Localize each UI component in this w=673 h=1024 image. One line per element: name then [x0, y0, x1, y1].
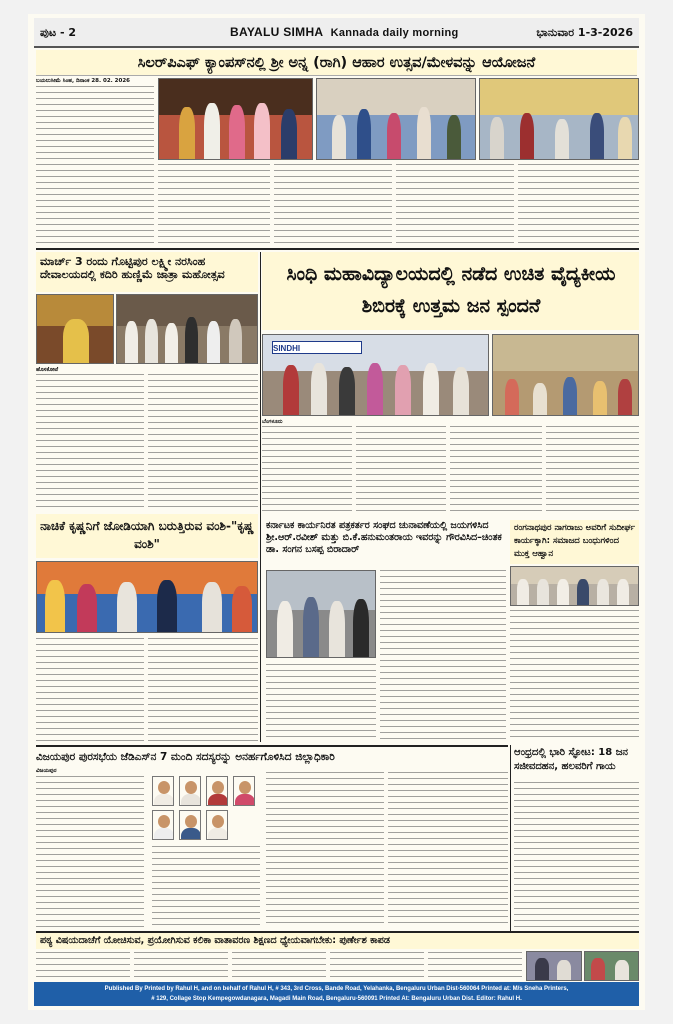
photo-millet-stage — [158, 78, 313, 160]
article-text-millet-col3 — [274, 164, 392, 244]
article-text-medical-col3 — [450, 426, 542, 516]
member-photo-6 — [179, 810, 201, 840]
article-text-vijayapura-col2 — [152, 846, 260, 928]
headline-nagaraju: ರಂಗನಾಥಪುರ ನಾಗರಾಜು ಅವರಿಗೆ ಸುದೀರ್ಘ ಕಾರ್ಯಕ್ಕಾಗಿ: ಸಮಾಜದ ಬಂಧುಗಳಿಂದ ಮುಕ್ತ ಆಹ್ವಾನ — [514, 523, 636, 559]
article-text-vijayapura-col1 — [36, 776, 144, 928]
article-text-millet-col1 — [36, 86, 154, 244]
member-photo-4 — [233, 776, 255, 806]
article-text-vijayapura-col3 — [266, 772, 384, 928]
imprint-line-2: # 129, Collage Stop Kempegowdanagara, Magadi Main Road, Bengaluru-560091 Printed At: Bengaluru Urban Dist. Editor: Rahul H. — [151, 996, 522, 1002]
headline-medical-camp: ಸಿಂಧಿ ಮಹಾವಿದ್ಯಾಲಯದಲ್ಲಿ ನಡೆದ ಉಚಿತ ವೈದ್ಯಕೀಯ ಶಿಬಿರಕ್ಕೆ ಉತ್ತಮ ಜನ ಸ್ಪಂದನೆ — [286, 263, 616, 317]
article-text-education-col4 — [330, 952, 424, 980]
member-photo-3 — [206, 776, 228, 806]
article-text-medical-col2 — [356, 426, 446, 516]
article-text-education-col1 — [36, 952, 130, 980]
byline-millet: ಬಯಲುಸೀಮೆ ಸಿಂಹ, ದಿನಾಂಕ 28. 02. 2026 — [36, 78, 130, 84]
article-text-medical-col1 — [262, 426, 352, 516]
headline-journalists: ಕರ್ನಾಟಕ ಕಾರ್ಯನಿರತ ಪತ್ರಕರ್ತರ ಸಂಘದ ಚುನಾವಣೆಯಲ್ಲಿ ಜಯಗಳಿಸಿದ ಶ್ರೀ.ಆರ್.ರವೀಶ್ ಮತ್ತು ಬಿ.ಕೆ.ಹನುಮಂತರಾಯ ಇವರನ್ನು ಗೌರವಿಸಿದ–ಚಿಂತಕ ಡಾ. ಸಂಗನ ಬಸಪ್ಪ ಬಿರಾದಾರ್ — [266, 520, 502, 555]
article-text-education-col5 — [428, 952, 522, 980]
article-text-medical-col4 — [546, 426, 639, 516]
masthead — [230, 25, 459, 39]
masthead-title: BAYALU SIMHA — [230, 25, 323, 39]
article-text-millet-col2 — [158, 164, 270, 244]
article-text-vijayapura-col4 — [388, 772, 508, 928]
photo-journalists-felicitation — [266, 570, 376, 658]
article-text-millet-col5 — [518, 164, 639, 244]
article-text-krishna-col1 — [36, 638, 144, 742]
column-divider — [510, 745, 511, 931]
divider — [36, 248, 639, 250]
article-text-jatre-col1 — [36, 374, 144, 508]
article-text-nagaraju — [510, 610, 639, 742]
article-text-education-col3 — [232, 952, 326, 980]
photo-krishna-vamshi-film — [36, 561, 258, 633]
newspaper-page — [28, 14, 645, 1010]
article-text-andhra-blast — [514, 782, 639, 928]
photo-millet-crowd — [479, 78, 639, 160]
article-text-krishna-col2 — [148, 638, 258, 742]
headline-krishna-vamshi: ನಾಚಿಕೆ ಕೃಷ್ಣನಿಗೆ ಜೋಡಿಯಾಗಿ ಬರುತ್ತಿರುವ ವಂಶಿ-"ಕೃಷ್ಣ ವಂಶಿ" — [40, 519, 254, 551]
article-text-journalists-col1 — [266, 664, 376, 742]
member-photo-7 — [206, 810, 228, 840]
page-header — [34, 18, 639, 48]
byline-jatre: ಹೊಸಕೋಟೆ — [36, 367, 59, 373]
byline-vijayapura: ವಿಜಯಪುರ — [36, 768, 57, 774]
imprint-line-1: Published By Printed by Rahul H, and on behalf of Rahul H, # 343, 3rd Cross, Bande Road, Yelahanka, Bengaluru Urban Dist-560064 Printed at: M/s Sneha Printers, — [104, 986, 569, 992]
photo-temple-deity — [36, 294, 114, 364]
headline-millet-festival: ಸಿಲರ್‌ಪಿಎಫ್ ಕ್ಯಾಂಪಸ್‌ನಲ್ಲಿ ಶ್ರೀ ಅನ್ನ (ರಾಗಿ) ಆಹಾರ ಉತ್ಸವ/ಮೇಳವನ್ನು ಆಯೋಜನೆ — [36, 50, 637, 76]
byline-medical: ಬೆಂಗಳೂರು — [262, 419, 283, 425]
article-text-education-col2 — [134, 952, 228, 980]
headline-education: ಪಠ್ಯ ವಿಷಯದಾಚೆಗೆ ಯೋಚಿಸುವ, ಪ್ರಯೋಗಿಸುವ ಕಲಿಕಾ ವಾತಾವರಣ ಶಿಕ್ಷಣದ ಧ್ಯೇಯವಾಗಬೇಕು: ಪುರ್ಣೇಶ ಕಾಪಡ — [40, 935, 390, 946]
imprint-footer — [34, 982, 639, 1006]
divider — [36, 745, 508, 747]
issue-date: ಭಾನುವಾರ 1-3-2026 — [536, 26, 633, 39]
member-photo-1 — [152, 776, 174, 806]
article-text-jatre-col2 — [148, 374, 258, 508]
photo-nagaraju-group — [510, 566, 639, 606]
event-banner-text: SINDHI — [273, 344, 301, 353]
photo-temple-committee — [116, 294, 258, 364]
member-photo-5 — [152, 810, 174, 840]
headline-jatre: ಮಾರ್ಚ್ 3 ರಂದು ಗೊಟ್ಟಿಪುರ ಲಕ್ಷ್ಮೀ ನರಸಿಂಹ ದೇವಾಲಯದಲ್ಲಿ ಕದಿರಿ ಹುಣ್ಣಿಮೆ ಜಾತ್ರಾ ಮಹೋತ್ಸವ — [40, 255, 225, 281]
photo-education-2 — [584, 951, 639, 981]
page-number: ಪುಟ - 2 — [40, 26, 77, 39]
photo-medical-camp-hall — [492, 334, 639, 416]
photo-medical-camp-group — [262, 334, 489, 416]
column-divider — [260, 252, 261, 742]
photo-millet-hall — [316, 78, 476, 160]
article-text-millet-col4 — [396, 164, 514, 244]
headline-vijayapura: ವಿಜಯಪುರ ಪುರಸಭೆಯ ಜೆಡಿಎಸ್‌ನ 7 ಮಂದಿ ಸದಸ್ಯರನ್ನು ಅನರ್ಹಗೊಳಿಸಿದ ಜಿಲ್ಲಾಧಿಕಾರಿ — [36, 751, 335, 763]
masthead-edition: Kannada daily morning — [330, 27, 459, 39]
member-photo-2 — [179, 776, 201, 806]
headline-andhra-blast: ಆಂಧ್ರದಲ್ಲಿ ಭಾರಿ ಸ್ಫೋಟ: 18 ಜನ ಸಜೀವದಹನ, ಹಲವರಿಗೆ ಗಾಯ — [514, 747, 628, 772]
photo-education-1 — [526, 951, 582, 981]
article-text-journalists-col2 — [380, 570, 506, 742]
